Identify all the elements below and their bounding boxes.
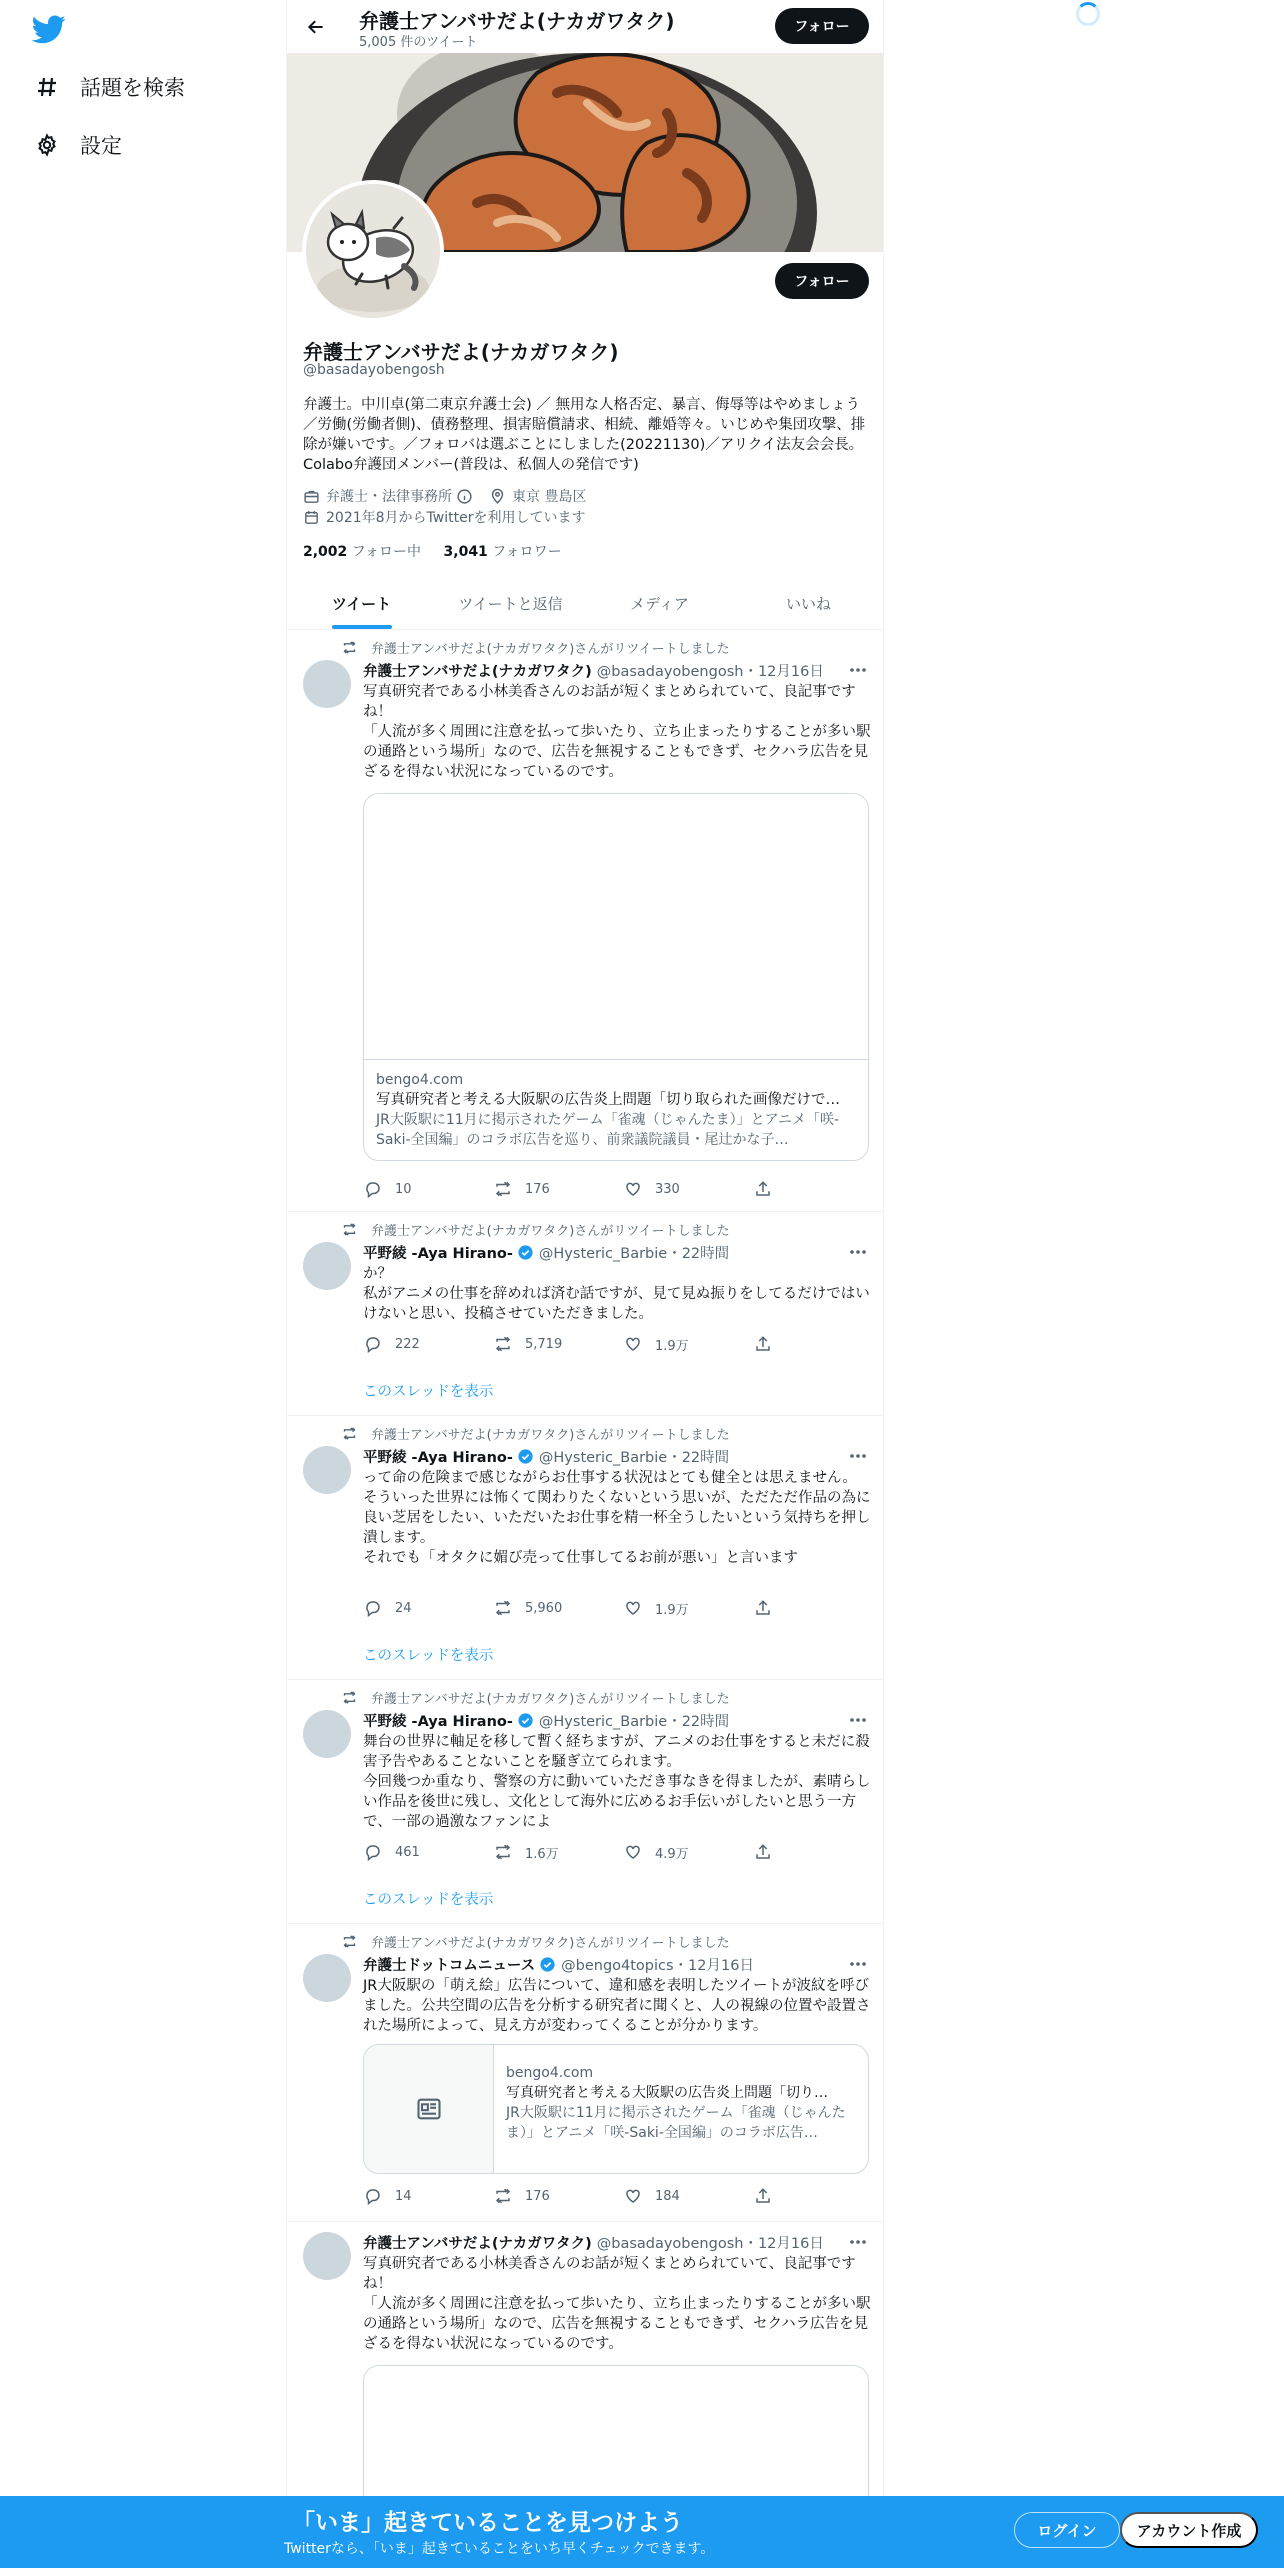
hashtag-icon — [34, 74, 60, 100]
share-icon — [753, 1179, 773, 1199]
more-icon[interactable] — [847, 1713, 869, 1727]
avatar[interactable] — [303, 1710, 351, 1758]
tweet-header — [363, 1446, 729, 1467]
tab-label: いいね — [785, 595, 831, 613]
tab-label: ツイートと返信 — [458, 595, 563, 613]
retweet-icon — [493, 1179, 513, 1199]
profile-location: 東京 豊島区 — [512, 489, 587, 505]
article-icon — [364, 2045, 494, 2173]
retweet-icon — [493, 1598, 513, 1618]
tweet-header — [363, 2232, 824, 2253]
reply-count: 222 — [395, 1336, 420, 1352]
retweet-button[interactable] — [493, 1842, 623, 1862]
tweet-text: JR大阪駅の「萌え絵」広告について、違和感を表明したツイートが波紋を呼びました。公共空間の広告を分析する研究者に聞くと、人の視線の位置や設置された場所によって、見え方が変わってくることが分かります。 — [363, 1978, 871, 2034]
show-thread-link[interactable]: このスレッドを表示 — [363, 1384, 494, 1400]
share-icon — [753, 1842, 773, 1862]
nav-explore-label: 話題を検索 — [80, 76, 185, 100]
profile-category: 弁護士・法律事務所 — [326, 489, 452, 505]
like-button[interactable] — [623, 2186, 753, 2206]
tweet-header — [363, 660, 824, 681]
share-button[interactable] — [753, 1179, 793, 1199]
verified-badge-icon — [517, 1448, 534, 1465]
heart-icon — [623, 1179, 643, 1199]
loading-spinner-icon — [1076, 2, 1100, 26]
share-button[interactable] — [753, 1598, 793, 1618]
profile-follow-button[interactable]: フォロー — [775, 263, 869, 299]
more-icon[interactable] — [847, 1245, 869, 1259]
calendar-icon — [303, 509, 320, 526]
signup-button[interactable]: アカウント作成 — [1120, 2512, 1258, 2548]
heart-icon — [623, 1598, 643, 1618]
tweet-actions — [363, 1334, 793, 1354]
heart-icon — [623, 2186, 643, 2206]
show-thread-link[interactable]: このスレッドを表示 — [363, 1892, 494, 1908]
reply-count: 461 — [395, 1844, 420, 1860]
verified-badge-icon — [539, 1956, 556, 1973]
retweet-count: 1.6万 — [525, 1846, 559, 1862]
more-icon[interactable] — [847, 663, 869, 677]
nav-explore[interactable] — [34, 67, 185, 107]
like-button[interactable] — [623, 1179, 753, 1199]
author-name[interactable]: 弁護士アンバサだよ(ナカガワタク) — [363, 664, 592, 680]
retweet-count: 5,719 — [525, 1336, 563, 1352]
more-icon[interactable] — [847, 2235, 869, 2249]
retweet-context — [335, 1424, 730, 1443]
share-button[interactable] — [753, 1334, 793, 1354]
card-description: JR大阪駅に11月に掲示されたゲーム「雀魂（じゃんたま）」とアニメ「咲-Saki-全国編」のコラボ広告を巡り、前衆議院議員・尾辻かな子… — [376, 1112, 840, 1148]
card-domain: bengo4.com — [376, 1072, 464, 1088]
tweet-actions — [363, 1842, 793, 1862]
retweet-button[interactable] — [493, 2186, 623, 2206]
author-handle[interactable]: @Hysteric_Barbie・22時間 — [538, 1246, 730, 1262]
link-card[interactable] — [363, 2044, 869, 2174]
author-handle[interactable]: @basadayobengosh・12月16日 — [596, 664, 824, 680]
retweet-label: 弁護士アンバサだよ(ナカガワタク)さんがリツイートしました — [371, 1224, 730, 1239]
page-title: 弁護士アンバサだよ(ナカガワタク) — [359, 9, 675, 33]
tweet-actions — [363, 1179, 793, 1199]
tweet-header — [363, 1242, 729, 1263]
card-title: 写真研究者と考える大阪駅の広告炎上問題「切り… — [506, 2085, 828, 2101]
followers-link[interactable] — [444, 544, 562, 560]
share-button[interactable] — [753, 2186, 793, 2206]
like-count: 4.9万 — [655, 1846, 689, 1862]
tweet[interactable] — [287, 630, 883, 1212]
profile-joined-row — [303, 507, 585, 527]
reply-icon — [363, 1598, 383, 1618]
verified-badge-icon — [517, 1712, 534, 1729]
author-name[interactable]: 弁護士ドットコムニュース — [363, 1958, 536, 1974]
retweet-label: 弁護士アンバサだよ(ナカガワタク)さんがリツイートしました — [371, 642, 730, 657]
profile-timeline — [286, 0, 884, 2568]
reply-button[interactable] — [363, 1598, 493, 1618]
retweet-context — [335, 1220, 730, 1239]
author-handle[interactable]: @basadayobengosh・12月16日 — [596, 2236, 824, 2252]
author-handle[interactable]: @bengo4topics・12月16日 — [561, 1958, 754, 1974]
retweet-icon — [335, 1426, 363, 1441]
tab-label: ツイート — [331, 595, 392, 613]
retweet-count: 176 — [525, 1181, 550, 1197]
card-description: JR大阪駅に11月に掲示されたゲーム「雀魂（じゃんたま）」とアニメ「咲-Saki-全国編」のコラボ広告… — [506, 2105, 846, 2141]
signup-prompt-subtitle: Twitterなら、「いま」起きていることをいち早くチェックできます。 — [284, 2541, 715, 2557]
heart-icon — [623, 1334, 643, 1354]
gear-icon — [34, 132, 60, 158]
tweet[interactable] — [287, 1680, 883, 1924]
retweet-count: 176 — [525, 2188, 550, 2204]
retweet-icon — [493, 1842, 513, 1862]
author-name[interactable]: 平野綾 -Aya Hirano- — [363, 1450, 513, 1466]
share-icon — [753, 2186, 773, 2206]
more-icon[interactable] — [847, 1957, 869, 1971]
followers-count: 3,041 — [443, 544, 488, 560]
author-name[interactable]: 平野綾 -Aya Hirano- — [363, 1714, 513, 1730]
like-count: 184 — [655, 2188, 680, 2204]
retweet-count: 5,960 — [525, 1600, 563, 1616]
tweet-text: 写真研究者である小林美香さんのお話が短くまとめられていて、良記事ですね！ 「人流が多く周囲に注意を払って歩いたり、立ち止まったりすることが多い駅の通路という場所」なので、広告を無視することもできず、セクハラ広告を見ざるを得ない状況になっているのです。 — [363, 684, 871, 780]
reply-count: 10 — [395, 1181, 412, 1197]
tab-tweets[interactable] — [287, 578, 436, 629]
link-card-image — [364, 794, 868, 1060]
retweet-icon — [493, 1334, 513, 1354]
tweet-text: 写真研究者である小林美香さんのお話が短くまとめられていて、良記事ですね！ 「人流が多く周囲に注意を払って歩いたり、立ち止まったりすることが多い駅の通路という場所」なので、広告を無視することもできず、セクハラ広告を見ざるを得ない状況になっているのです。 — [363, 2256, 871, 2352]
reply-button[interactable] — [363, 1179, 493, 1199]
header-follow-button[interactable]: フォロー — [775, 8, 869, 44]
profile-meta-row — [303, 486, 586, 506]
tab-likes[interactable] — [734, 578, 883, 629]
tab-media[interactable] — [585, 578, 734, 629]
tweet-actions — [363, 1598, 793, 1618]
profile-handle: @basadayobengosh — [303, 362, 445, 378]
profile-header-bar — [287, 0, 883, 53]
reply-button[interactable] — [363, 1334, 493, 1354]
profile-avatar[interactable] — [302, 180, 444, 322]
link-card[interactable] — [363, 793, 869, 1161]
tweet[interactable] — [287, 1924, 883, 2222]
retweet-icon — [335, 640, 363, 655]
tweet-text: 舞台の世界に軸足を移して暫く経ちますが、アニメのお仕事をすると未だに殺害予告やあることないことを騒ぎ立てられます。 今回幾つか重なり、警察の方に動いていただき事なきを得ましたが、素晴らしい作品を後世に残し、文化として海外に広めるお手伝いがしたいと思う一方で、一部の過激なファンによ — [363, 1734, 871, 1830]
retweet-icon — [335, 1222, 363, 1237]
retweet-label: 弁護士アンバサだよ(ナカガワタク)さんがリツイートしました — [371, 1692, 730, 1707]
followers-label: フォロワー — [492, 544, 562, 560]
author-handle[interactable]: @Hysteric_Barbie・22時間 — [538, 1714, 730, 1730]
reply-button[interactable] — [363, 2186, 493, 2206]
reply-icon — [363, 1842, 383, 1862]
like-count: 330 — [655, 1181, 680, 1197]
like-count: 1.9万 — [655, 1338, 689, 1354]
active-tab-indicator — [332, 625, 392, 629]
retweet-context — [335, 1688, 730, 1707]
info-icon[interactable] — [456, 488, 473, 505]
show-thread-link[interactable]: このスレッドを表示 — [363, 1648, 494, 1664]
signup-prompt-bar — [0, 2496, 1284, 2568]
retweet-label: 弁護士アンバサだよ(ナカガワタク)さんがリツイートしました — [371, 1428, 730, 1443]
reply-icon — [363, 2186, 383, 2206]
verified-badge-icon — [517, 1244, 534, 1261]
share-button[interactable] — [753, 1842, 793, 1862]
follow-stats — [303, 541, 562, 561]
retweet-icon — [335, 1934, 363, 1949]
profile-tabs — [287, 578, 883, 630]
reply-count: 14 — [395, 2188, 412, 2204]
back-arrow-icon[interactable] — [301, 12, 331, 42]
twitter-bird-icon[interactable] — [32, 12, 66, 46]
retweet-icon — [335, 1690, 363, 1705]
profile-name: 弁護士アンバサだよ(ナカガワタク) — [303, 340, 619, 364]
share-icon — [753, 1598, 773, 1618]
share-icon — [753, 1334, 773, 1354]
avatar[interactable] — [303, 1446, 351, 1494]
like-button[interactable] — [623, 1334, 753, 1354]
tab-tweets-replies[interactable] — [436, 578, 585, 629]
author-name[interactable]: 弁護士アンバサだよ(ナカガワタク) — [363, 2236, 592, 2252]
author-handle[interactable]: @Hysteric_Barbie・22時間 — [538, 1450, 730, 1466]
like-button[interactable] — [623, 1842, 753, 1862]
card-title: 写真研究者と考える大阪駅の広告炎上問題「切り取られた画像だけで… — [376, 1092, 840, 1108]
following-label: フォロー中 — [351, 544, 422, 560]
more-icon[interactable] — [847, 1449, 869, 1463]
following-link[interactable] — [303, 544, 421, 560]
location-pin-icon — [489, 488, 506, 505]
retweet-button[interactable] — [493, 1179, 623, 1199]
briefcase-icon — [303, 488, 320, 505]
author-name[interactable]: 平野綾 -Aya Hirano- — [363, 1246, 513, 1262]
avatar[interactable] — [303, 1954, 351, 2002]
like-button[interactable] — [623, 1598, 753, 1618]
retweet-context — [335, 1932, 730, 1951]
tweet[interactable] — [287, 1416, 883, 1680]
tweet[interactable] — [287, 1212, 883, 1416]
tweet-text: って命の危険まで感じながらお仕事する状況はとても健全とは思えません。 そういった世界には怖くて関わりたくないという思いが、ただただ作品の為に良い芝居をしたい、いただいたお仕事を精一杯全うしたいという気持ちを押し潰します。 それでも「オタクに媚び売って仕事してるお前が悪い」と言います — [363, 1470, 871, 1566]
avatar[interactable] — [303, 2232, 351, 2280]
avatar[interactable] — [303, 1242, 351, 1290]
reply-button[interactable] — [363, 1842, 493, 1862]
profile-joined: 2021年8月からTwitterを利用しています — [326, 510, 586, 526]
card-domain: bengo4.com — [506, 2065, 594, 2081]
reply-icon — [363, 1179, 383, 1199]
tweet-text: か？ 私がアニメの仕事を辞めれば済む話ですが、見て見ぬ振りをしてるだけではいけないと思い、投稿させていただきました。 — [363, 1266, 870, 1322]
left-navigation — [0, 0, 286, 2568]
tab-label: メディア — [630, 595, 689, 613]
retweet-label: 弁護士アンバサだよ(ナカガワタク)さんがリツイートしました — [371, 1936, 730, 1951]
tweet-header — [363, 1710, 729, 1731]
signup-prompt-title: 「いま」起きていることを見つけよう — [292, 2510, 683, 2536]
reply-icon — [363, 1334, 383, 1354]
retweet-icon — [493, 2186, 513, 2206]
following-count: 2,002 — [303, 544, 348, 560]
heart-icon — [623, 1842, 643, 1862]
login-button[interactable]: ログイン — [1014, 2512, 1120, 2548]
tweet-header — [363, 1954, 754, 1975]
like-count: 1.9万 — [655, 1602, 689, 1618]
retweet-button[interactable] — [493, 1598, 623, 1618]
nav-settings[interactable] — [34, 125, 122, 165]
avatar[interactable] — [303, 660, 351, 708]
tweet-actions — [363, 2186, 793, 2206]
tweet-count: 5,005 件のツイート — [359, 35, 478, 50]
reply-count: 24 — [395, 1600, 412, 1616]
retweet-button[interactable] — [493, 1334, 623, 1354]
profile-bio: 弁護士。中川卓(第二東京弁護士会) ／ 無用な人格否定、暴言、侮辱等はやめましょう／労働(労働者側)、債務整理、損害賠償請求、相続、離婚等々。いじめや集団攻撃、排除が嫌いです。／フォロバは選ぶことにしました(20221130)／アリクイ法友会会長。Colabo弁護団メンバー(普段は、私個人の発信です) — [303, 397, 866, 473]
retweet-context — [335, 638, 730, 657]
nav-settings-label: 設定 — [80, 134, 122, 158]
